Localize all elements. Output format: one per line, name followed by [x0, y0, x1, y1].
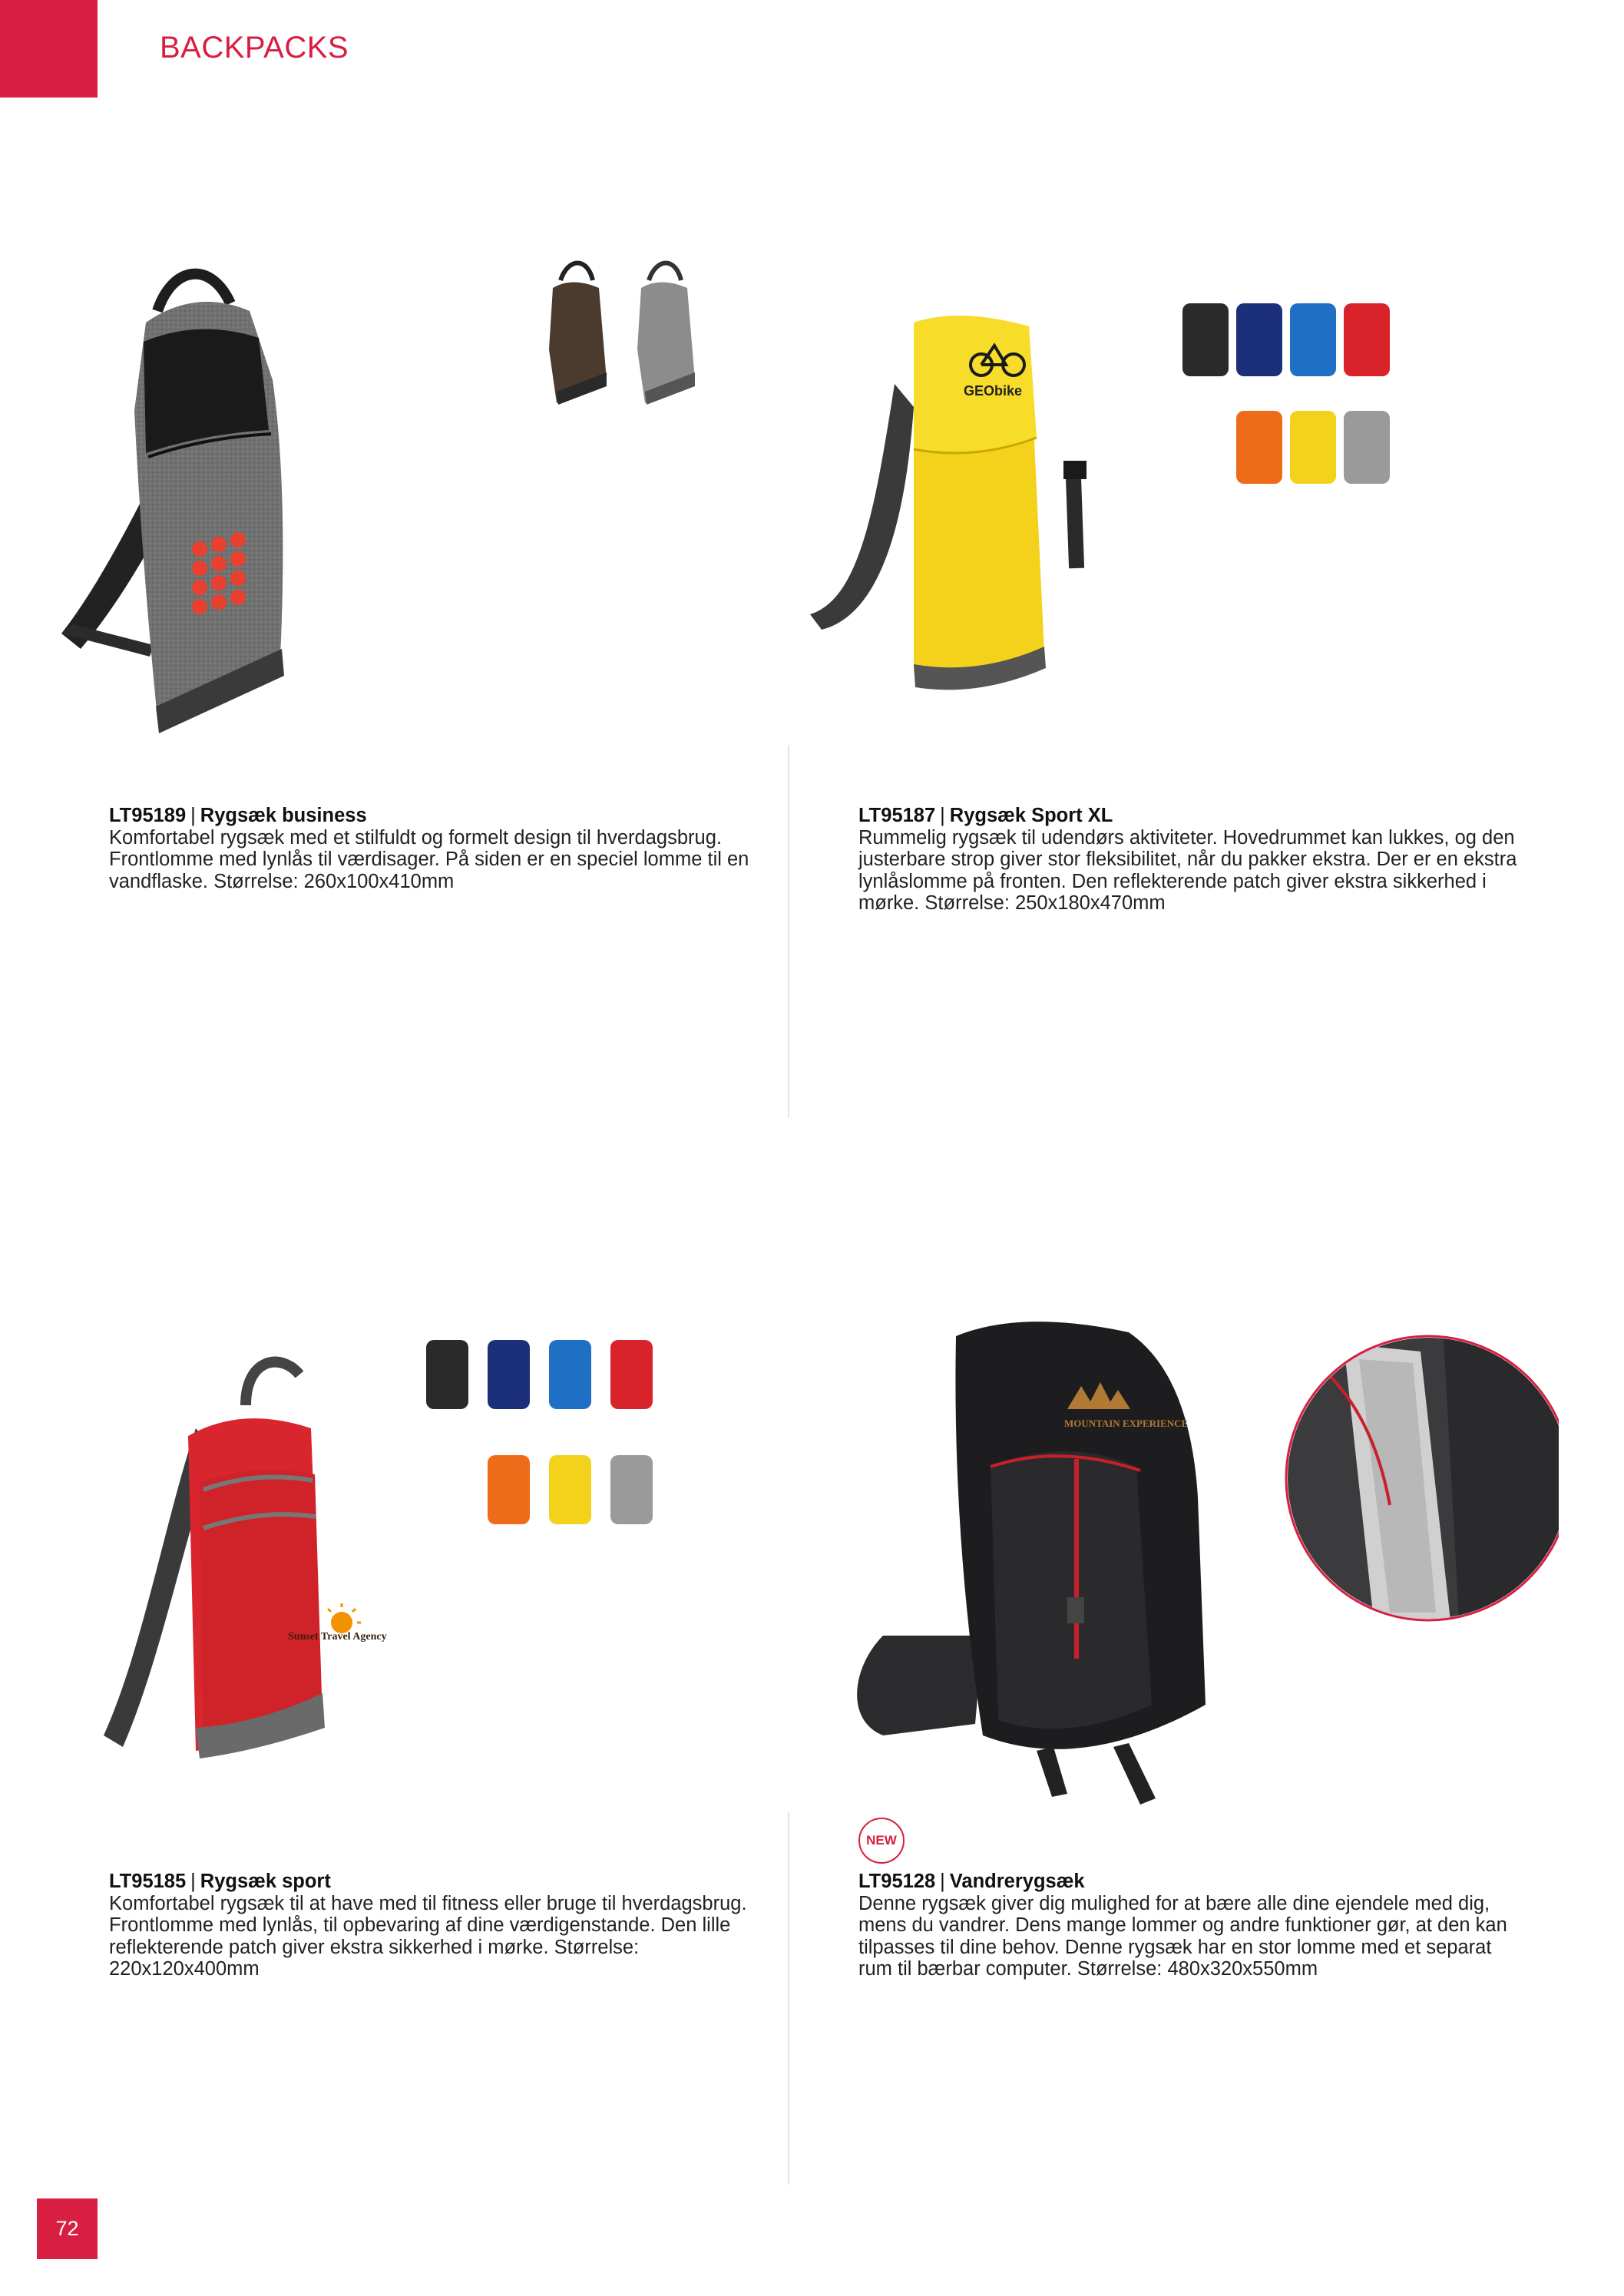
corner-tab: [0, 0, 98, 98]
product-code: LT95185: [109, 1871, 187, 1892]
column-divider-top: [788, 745, 789, 1117]
section-title: BACKPACKS: [160, 31, 349, 65]
product-image-hiking: [837, 1305, 1559, 1805]
product-heading: [858, 805, 1519, 827]
page-number: 72: [37, 2198, 98, 2259]
product-heading: [858, 1871, 1519, 1893]
product-image-sport-xl: [806, 292, 1574, 722]
product-separator: |: [190, 805, 196, 826]
product-description-hiking: [858, 1871, 1519, 1980]
new-badge: NEW: [858, 1818, 905, 1864]
product-description-business: [109, 805, 769, 892]
product-image-sport: [88, 1328, 718, 1797]
product-description-sport: [109, 1871, 769, 1980]
product-name: Rygsæk Sport XL: [949, 805, 1113, 826]
product-code: LT95187: [858, 805, 936, 826]
product-body: Komfortabel rygsæk til at have med til fitness eller bruge til hverdagsbrug. Frontlomme med lynlås, til opbevaring af dine værdigenstande. Den lille reflekterende patch giver ekstra sikkerhed i mørke. Størrelse: 220x120x400mm: [109, 1892, 747, 1980]
product-image-business: [58, 257, 772, 733]
product-body: Denne rygsæk giver dig mulighed for at bære alle dine ejendele med dig, mens du vandrer. Dens mange lommer og andre funktioner gør, at den kan tilpasses til dine behov. Denne rygsæk har en stor lomme med et separat rum til bærbar computer. Størrelse: 480x320x550mm: [858, 1892, 1507, 1980]
product-separator: |: [940, 805, 945, 826]
mountain-logo: MOUNTAIN EXPERIENCE: [1064, 1418, 1189, 1429]
column-divider-bottom: [788, 1812, 789, 2185]
product-name: Rygsæk sport: [200, 1871, 331, 1892]
product-description-sport-xl: [858, 805, 1519, 915]
product-separator: |: [190, 1871, 196, 1892]
geobike-logo: GEObike: [964, 383, 1023, 399]
product-separator: |: [940, 1871, 945, 1892]
product-name: Vandrerygsæk: [949, 1871, 1085, 1892]
product-name: Rygsæk business: [200, 805, 367, 826]
product-heading: [109, 1871, 769, 1893]
product-body: Rummelig rygsæk til udendørs aktiviteter. Hovedrummet kan lukkes, og den justerbare strop giver stor fleksibilitet, når du pakker ekstra. Der er en ekstra lynlåslomme på fronten. Den reflekterende patch giver ekstra sikkerhed i mørke. Størrelse: 250x180x470mm: [858, 826, 1517, 914]
product-heading: [109, 805, 769, 827]
sunset-logo: Sunset Travel Agency: [288, 1631, 387, 1643]
product-code: LT95189: [109, 805, 187, 826]
product-body: Komfortabel rygsæk med et stilfuldt og formelt design til hverdagsbrug. Frontlomme med lynlås til værdisager. På siden er en speciel lomme til en vandflaske. Størrelse: 260x100x410mm: [109, 826, 749, 892]
product-code: LT95128: [858, 1871, 936, 1892]
